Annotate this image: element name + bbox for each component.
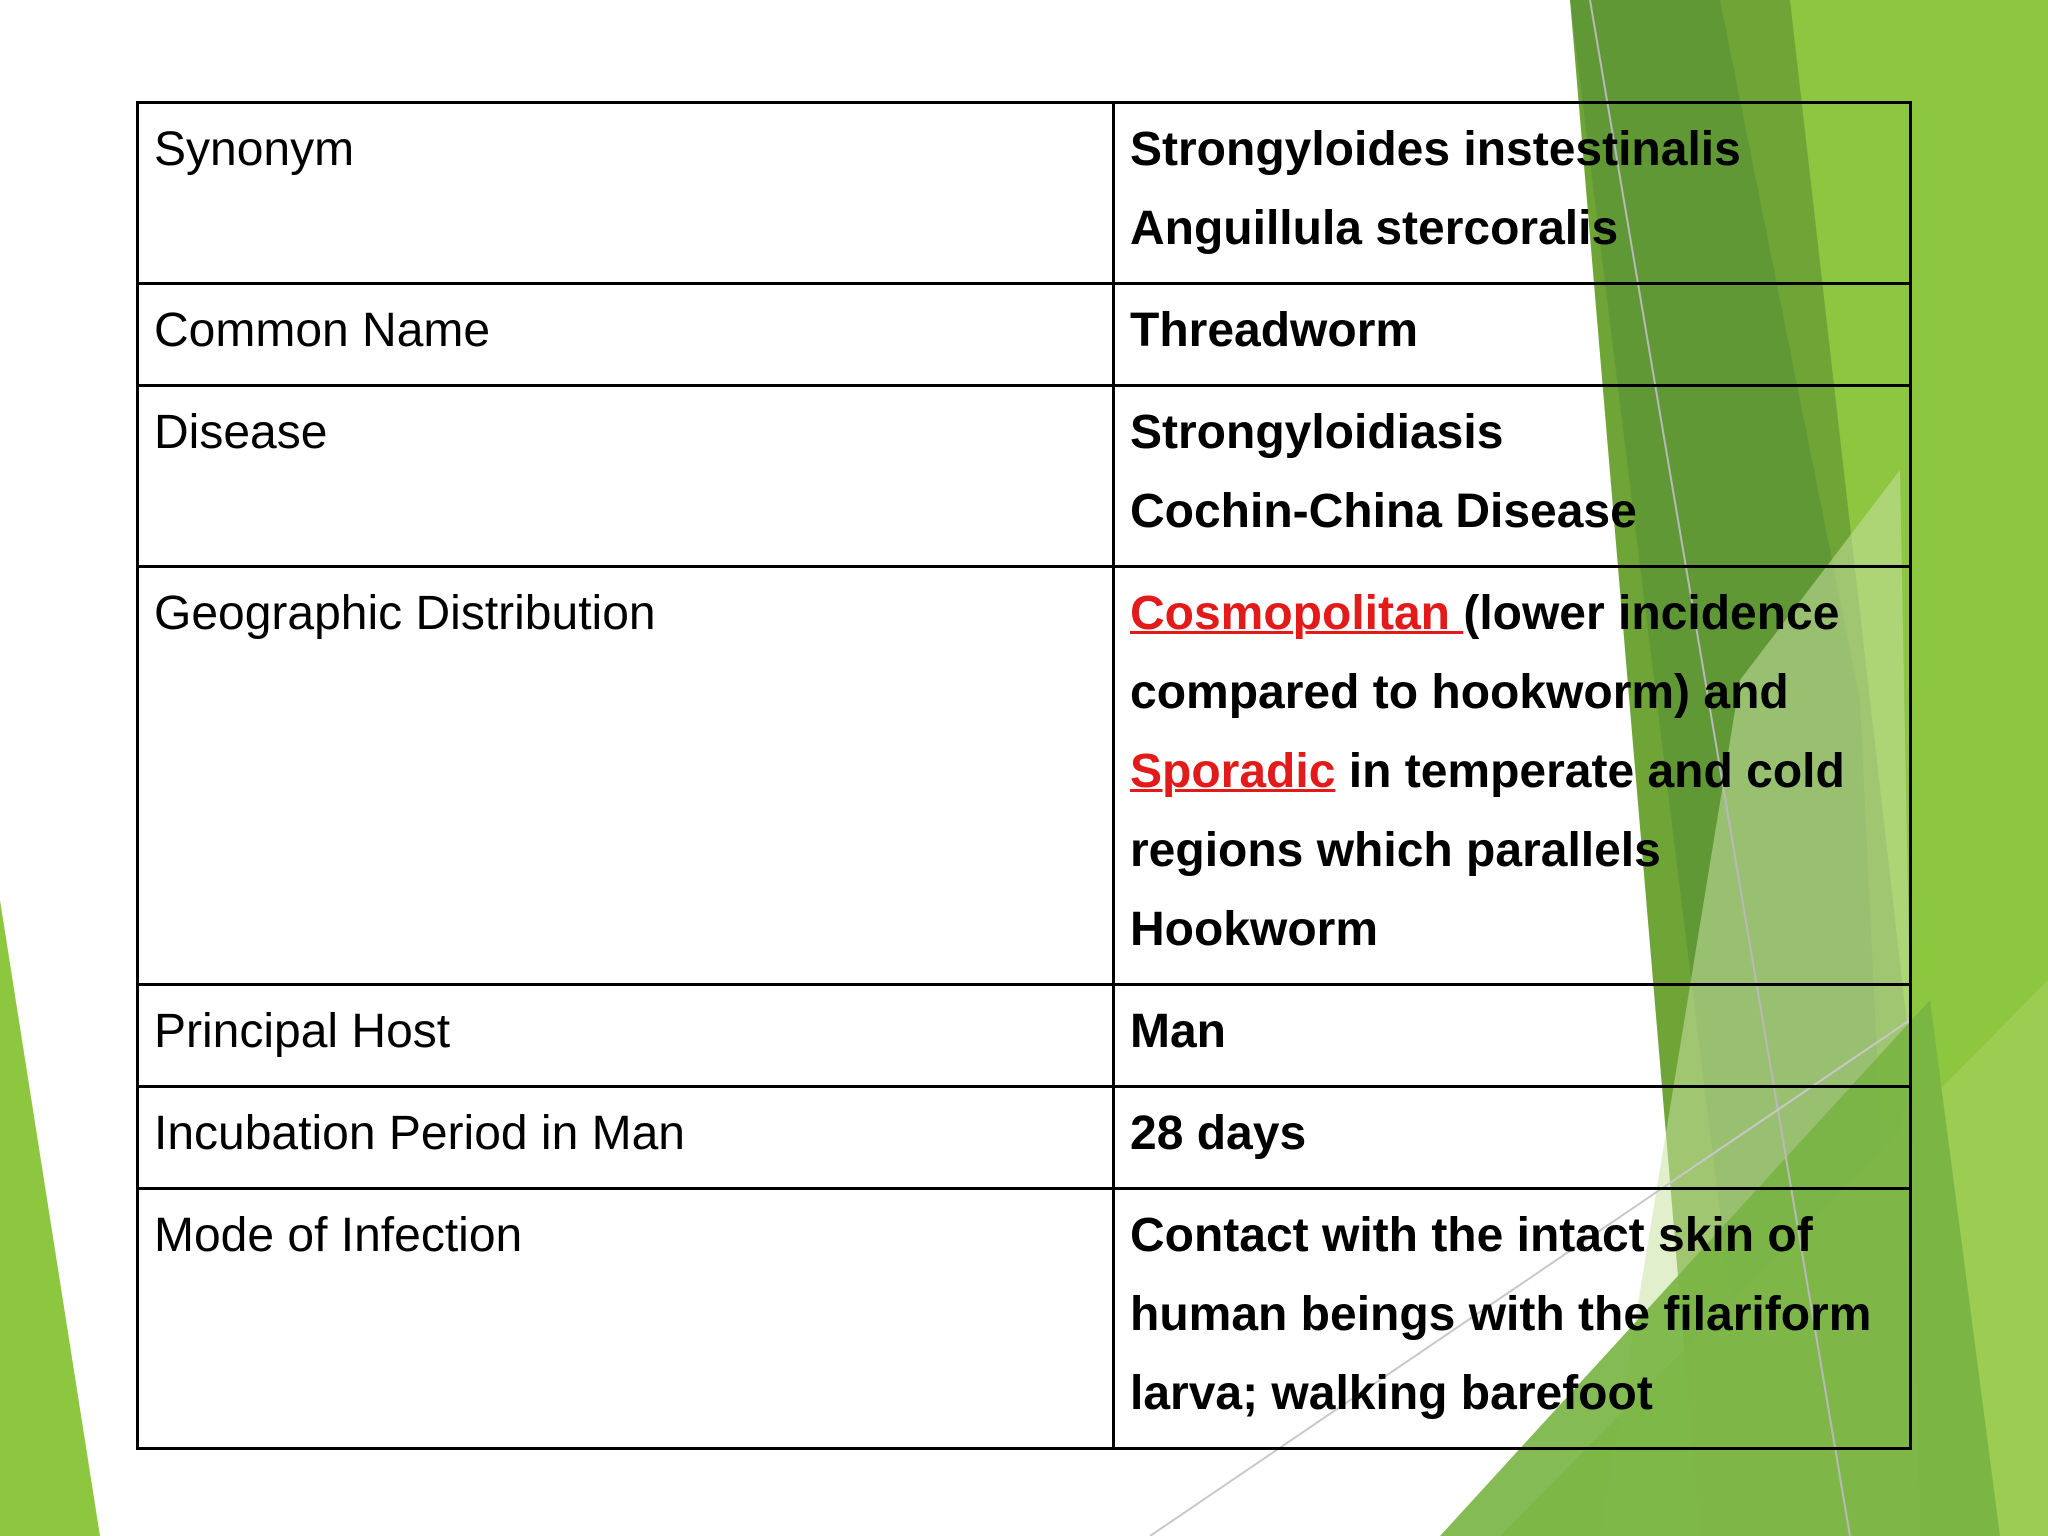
value-line: Strongyloides instestinalis: [1130, 123, 1741, 176]
table-row: [138, 1087, 1911, 1189]
table-row: [138, 1189, 1911, 1449]
table-row: [138, 284, 1911, 386]
row-value-common-name: Threadworm: [1114, 284, 1911, 386]
table-row: [138, 103, 1911, 284]
row-value-mode-of-infection: Contact with the intact skin of human beings with the filariform larva; walking barefoot: [1114, 1189, 1911, 1449]
table-row: [138, 985, 1911, 1087]
row-label-incubation-period: Incubation Period in Man: [138, 1087, 1114, 1189]
row-value-incubation-period: 28 days: [1114, 1087, 1911, 1189]
row-label-synonym: Synonym: [138, 103, 1114, 284]
highlight-cosmopolitan: Cosmopolitan: [1130, 587, 1464, 640]
row-label-geographic-distribution: Geographic Distribution: [138, 567, 1114, 985]
row-value-geographic-distribution: [1114, 567, 1911, 985]
row-label-disease: Disease: [138, 386, 1114, 567]
highlight-sporadic: Sporadic: [1130, 745, 1336, 798]
value-line: Strongyloidiasis: [1130, 406, 1504, 459]
value-text: (lower incidence compared to hookworm) and: [1130, 587, 1840, 719]
row-label-mode-of-infection: Mode of Infection: [138, 1189, 1114, 1449]
row-label-principal-host: Principal Host: [138, 985, 1114, 1087]
value-line: Cochin-China Disease: [1130, 485, 1637, 538]
value-text: in temperate and cold regions which parallels Hookworm: [1130, 745, 1845, 956]
value-line: Anguillula stercoralis: [1130, 202, 1619, 255]
row-value-disease: [1114, 386, 1911, 567]
row-value-principal-host: Man: [1114, 985, 1911, 1087]
left-accent-shape: [0, 900, 100, 1536]
row-label-common-name: Common Name: [138, 284, 1114, 386]
table-row: [138, 567, 1911, 985]
table-row: [138, 386, 1911, 567]
row-value-synonym: [1114, 103, 1911, 284]
parasite-info-table: [136, 101, 1912, 1450]
